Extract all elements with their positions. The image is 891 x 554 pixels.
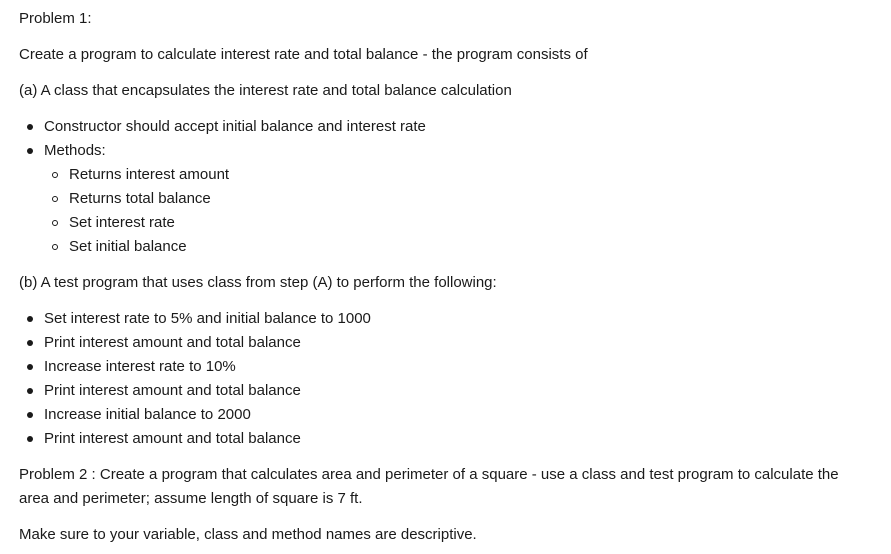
list-item-text: Methods:: [44, 142, 106, 159]
problem-2-text: Problem 2 : Create a program that calculates area and perimeter of a square - use a class and test program to calculate the area and perimeter; assume length of square is 7 ft.: [19, 466, 839, 507]
list-item: [19, 139, 891, 259]
list-item: [19, 427, 891, 451]
list-item-text: Constructor should accept initial balance and interest rate: [44, 118, 426, 135]
list-item-text: Set interest rate to 5% and initial balance to 1000: [44, 310, 371, 327]
problem-1-title: Problem 1:: [19, 10, 92, 27]
list-item: [19, 331, 891, 355]
method-item: [44, 187, 891, 211]
part-b-list: [19, 307, 891, 451]
method-item: [44, 211, 891, 235]
methods-list: [44, 163, 891, 259]
list-item: [19, 115, 891, 139]
method-item-text: Set initial balance: [69, 238, 187, 255]
footer-note: Make sure to your variable, class and method names are descriptive.: [19, 526, 477, 543]
part-b-heading: (b) A test program that uses class from step (A) to perform the following:: [19, 274, 497, 291]
list-item: [19, 355, 891, 379]
method-item: [44, 163, 891, 187]
method-item: [44, 235, 891, 259]
list-item-text: Increase interest rate to 10%: [44, 358, 236, 375]
problem-1-intro: Create a program to calculate interest rate and total balance - the program consists of: [19, 46, 588, 63]
part-a-heading: (a) A class that encapsulates the interest rate and total balance calculation: [19, 82, 512, 99]
method-item-text: Returns interest amount: [69, 166, 230, 183]
list-item: [19, 307, 891, 331]
list-item-text: Print interest amount and total balance: [44, 334, 301, 351]
list-item-text: Increase initial balance to 2000: [44, 406, 251, 423]
list-item-text: Print interest amount and total balance: [44, 382, 301, 399]
list-item: [19, 379, 891, 403]
method-item-text: Returns total balance: [69, 190, 211, 207]
list-item-text: Print interest amount and total balance: [44, 430, 301, 447]
list-item: [19, 403, 891, 427]
method-item-text: Set interest rate: [69, 214, 175, 231]
part-a-list: [19, 115, 891, 259]
